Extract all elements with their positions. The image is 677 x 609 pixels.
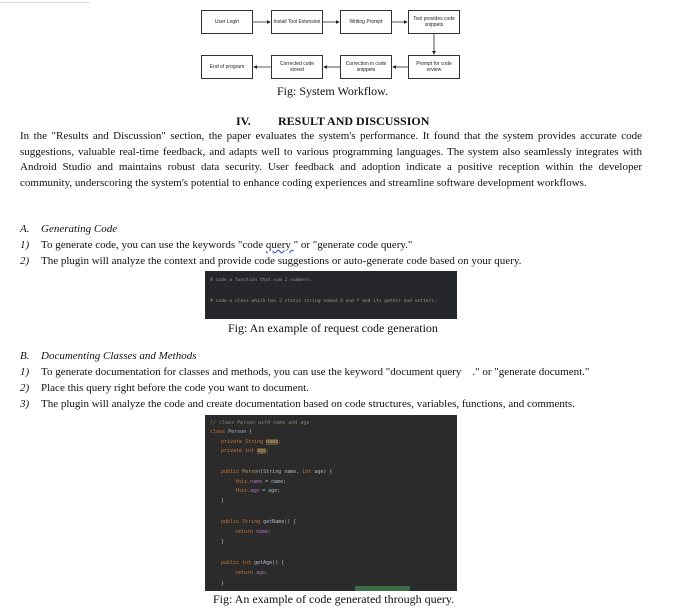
code-getage: public int getAge() { [221,560,285,566]
doc-item-1-text: To generate documentation for classes and methods, you can use the keyword "document query ." or "generate document." [41,366,590,378]
gen-item-2-num: 2) [20,255,30,267]
subsection-a-letter: A. [20,223,30,235]
doc-item-1-num: 1) [20,366,30,378]
results-paragraph: In the "Results and Discussion" section, the paper evaluates the system's performance. It found that the system provides accurate code suggestions, valuable real-time feedback, and adapts well to various programming languages. The system also seamlessly integrates with Android Studio and maintains robust data security. User feedback and adoption indicate a positive reception within the developer community, underscoring the system's potential to enhance coding experiences and streamline software development workflows. [20,130,642,189]
code-getname: public String getName() { [221,519,297,525]
request-code-panel [205,271,457,319]
section-title: RESULT AND DISCUSSION [278,114,430,128]
gen-item-1-pre: To generate code, you can use the keywords "code [41,239,266,251]
subsection-a-title: Generating Code [41,223,118,235]
subsection-a-heading [20,223,117,235]
section-number: IV. [236,114,251,128]
code-return-age: return age; [235,570,269,576]
subsection-b-heading [20,350,197,362]
doc-item-1 [20,366,589,378]
subsection-b-letter: B. [20,350,30,362]
gen-item-1-num: 1) [20,239,30,251]
code-ctor: public Person(String name, int age) { [221,469,333,475]
box-corrected-stored: Corrected code stored [271,55,323,79]
doc-item-3-text: The plugin will analyze the code and create documentation based on code structures, variables, functions, and comments. [41,398,575,410]
box-prompt-review: Prompt for code review [408,55,460,79]
workflow-arrows [0,0,677,90]
code-field-age: private int age; [221,448,270,454]
code-return-name: return name; [235,529,272,535]
doc-item-3-num: 3) [20,398,30,410]
code-field-name: private String name; [221,439,282,445]
box-correction: Correction in code snippets [340,55,392,79]
code-assign-name: this.name = name; [235,479,287,485]
request-code-line-2: # code a class which has 2 static string named X and Y and its getter and setters. [210,299,437,304]
gen-item-1-squiggle: query [265,239,294,251]
doc-item-3 [20,398,575,410]
request-code-line-1: # code a function that sum 2 numbers. [210,278,313,283]
box-end-program: End of program [201,55,253,79]
code-getname-close: } [221,539,225,545]
code-getage-close: } [221,581,225,587]
box-tool-provides: Tool provides code snippets [408,10,460,34]
doc-item-2-num: 2) [20,382,30,394]
generated-code-panel [205,415,457,591]
gen-item-2 [20,255,521,267]
status-bar-marker [355,586,410,591]
gen-item-1-post: " or "generate code query." [293,239,413,251]
subsection-b-title: Documenting Classes and Methods [41,350,197,362]
doc-item-2 [20,382,309,394]
gen-item-1 [20,239,412,251]
code-assign-age: this.age = age; [235,488,281,494]
gen-item-2-text: The plugin will analyze the context and provide code suggestions or auto-generate code based on your query. [41,255,522,267]
request-code-caption: Fig: An example of request code generation [228,321,438,335]
workflow-caption: Fig: System Workflow. [277,84,389,98]
generated-code-caption: Fig: An example of code generated through query. [213,592,455,606]
box-install-tool: Install Tool Extension [271,10,323,34]
code-comment: // class Person with name and age [210,420,310,426]
box-user-login: User Login [201,10,253,34]
code-ctor-close: } [221,498,225,504]
doc-item-2-text: Place this query right before the code you want to document. [41,382,309,394]
code-class-decl: class Person { [210,429,253,435]
box-writing-prompt: Writing Prompt [340,10,392,34]
